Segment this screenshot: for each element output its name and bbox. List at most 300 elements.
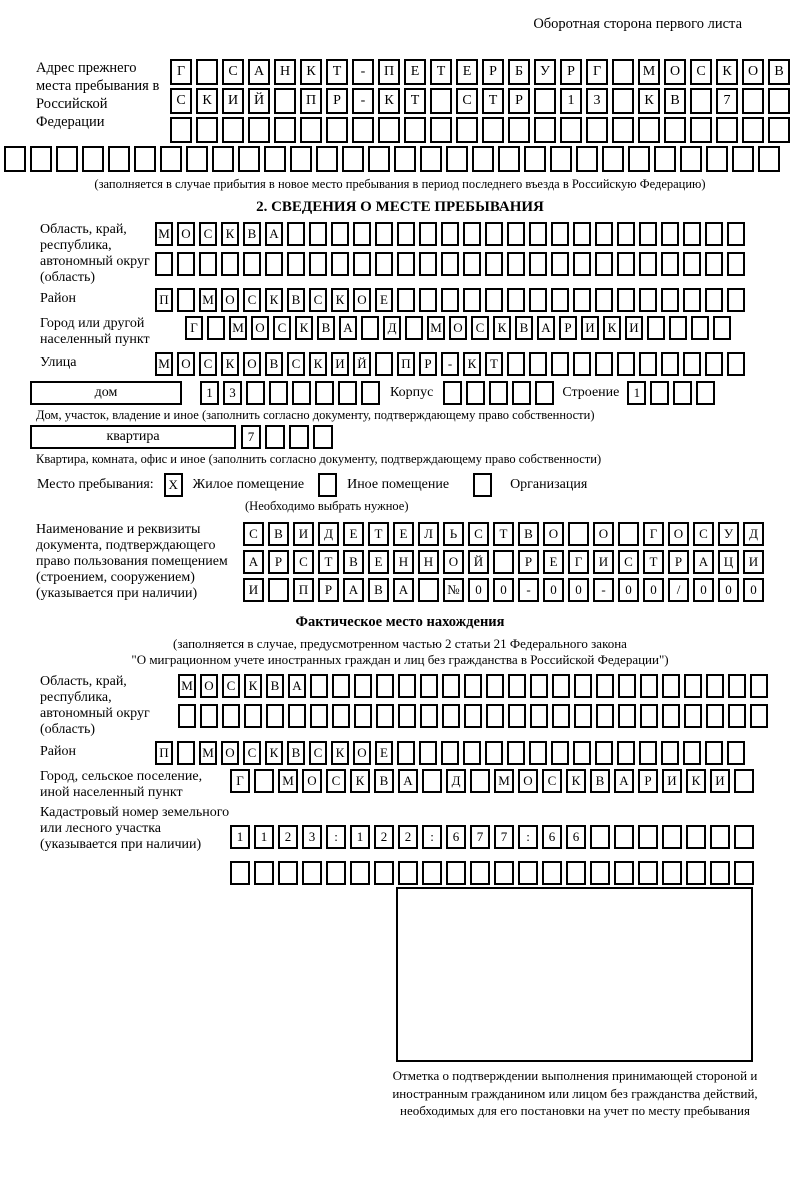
char-cell[interactable] bbox=[654, 146, 676, 172]
char-cell[interactable]: И bbox=[243, 578, 264, 602]
char-cell[interactable] bbox=[612, 88, 634, 114]
char-cell[interactable]: И bbox=[593, 550, 614, 574]
char-cell[interactable] bbox=[266, 704, 284, 728]
char-cell[interactable] bbox=[518, 861, 538, 885]
char-cell[interactable] bbox=[573, 252, 591, 276]
char-cell[interactable] bbox=[350, 861, 370, 885]
char-cell[interactable] bbox=[542, 861, 562, 885]
char-cell[interactable] bbox=[310, 674, 328, 698]
char-cell[interactable] bbox=[529, 222, 547, 246]
char-cell[interactable] bbox=[638, 117, 660, 143]
char-cell[interactable]: 3 bbox=[223, 381, 242, 405]
char-cell[interactable]: Е bbox=[456, 59, 478, 85]
char-cell[interactable] bbox=[683, 222, 701, 246]
char-cell[interactable]: К bbox=[463, 352, 481, 376]
char-cell[interactable] bbox=[705, 288, 723, 312]
char-cell[interactable]: 1 bbox=[560, 88, 582, 114]
char-cell[interactable]: К bbox=[603, 316, 621, 340]
char-cell[interactable] bbox=[466, 381, 485, 405]
char-cell[interactable] bbox=[683, 352, 701, 376]
char-cell[interactable] bbox=[338, 381, 357, 405]
char-cell[interactable] bbox=[768, 117, 790, 143]
char-cell[interactable] bbox=[464, 674, 482, 698]
char-cell[interactable] bbox=[485, 252, 503, 276]
char-cell[interactable]: С bbox=[693, 522, 714, 546]
char-cell[interactable] bbox=[482, 117, 504, 143]
char-cell[interactable] bbox=[134, 146, 156, 172]
char-cell[interactable] bbox=[574, 704, 592, 728]
char-cell[interactable] bbox=[420, 704, 438, 728]
char-cell[interactable] bbox=[614, 861, 634, 885]
char-cell[interactable]: А bbox=[248, 59, 270, 85]
char-cell[interactable] bbox=[331, 252, 349, 276]
char-cell[interactable] bbox=[661, 252, 679, 276]
char-cell[interactable] bbox=[573, 222, 591, 246]
char-cell[interactable] bbox=[498, 146, 520, 172]
char-cell[interactable] bbox=[463, 222, 481, 246]
char-cell[interactable]: 2 bbox=[374, 825, 394, 849]
char-cell[interactable]: Ь bbox=[443, 522, 464, 546]
char-cell[interactable] bbox=[684, 704, 702, 728]
char-cell[interactable] bbox=[309, 252, 327, 276]
char-cell[interactable]: Т bbox=[326, 59, 348, 85]
char-cell[interactable]: У bbox=[718, 522, 739, 546]
char-cell[interactable]: В bbox=[287, 288, 305, 312]
char-cell[interactable]: 0 bbox=[543, 578, 564, 602]
char-cell[interactable]: О bbox=[742, 59, 764, 85]
char-cell[interactable] bbox=[596, 674, 614, 698]
char-cell[interactable] bbox=[196, 59, 218, 85]
char-cell[interactable] bbox=[254, 861, 274, 885]
char-cell[interactable] bbox=[508, 117, 530, 143]
char-cell[interactable]: В bbox=[368, 578, 389, 602]
char-cell[interactable] bbox=[617, 741, 635, 765]
char-cell[interactable]: Д bbox=[446, 769, 466, 793]
char-cell[interactable] bbox=[647, 316, 665, 340]
char-cell[interactable]: Н bbox=[274, 59, 296, 85]
char-cell[interactable] bbox=[269, 381, 288, 405]
char-cell[interactable] bbox=[529, 352, 547, 376]
char-cell[interactable]: Р bbox=[268, 550, 289, 574]
char-cell[interactable] bbox=[750, 704, 768, 728]
char-cell[interactable] bbox=[673, 381, 692, 405]
char-cell[interactable]: С bbox=[243, 288, 261, 312]
char-cell[interactable] bbox=[300, 117, 322, 143]
char-cell[interactable] bbox=[354, 674, 372, 698]
char-cell[interactable]: К bbox=[265, 288, 283, 312]
char-cell[interactable] bbox=[713, 316, 731, 340]
char-cell[interactable] bbox=[244, 704, 262, 728]
char-cell[interactable]: Р bbox=[419, 352, 437, 376]
char-cell[interactable]: Р bbox=[638, 769, 658, 793]
char-cell[interactable]: 7 bbox=[716, 88, 738, 114]
char-cell[interactable]: 6 bbox=[542, 825, 562, 849]
char-cell[interactable] bbox=[332, 704, 350, 728]
char-cell[interactable] bbox=[574, 674, 592, 698]
char-cell[interactable] bbox=[639, 741, 657, 765]
char-cell[interactable]: В bbox=[268, 522, 289, 546]
char-cell[interactable] bbox=[691, 316, 709, 340]
char-cell[interactable]: С bbox=[243, 522, 264, 546]
char-cell[interactable] bbox=[640, 704, 658, 728]
char-cell[interactable]: О bbox=[353, 288, 371, 312]
char-cell[interactable] bbox=[352, 117, 374, 143]
char-cell[interactable] bbox=[376, 674, 394, 698]
char-cell[interactable] bbox=[661, 288, 679, 312]
char-cell[interactable]: Е bbox=[543, 550, 564, 574]
char-cell[interactable] bbox=[309, 222, 327, 246]
char-cell[interactable]: О bbox=[518, 769, 538, 793]
char-cell[interactable] bbox=[734, 769, 754, 793]
char-cell[interactable] bbox=[464, 704, 482, 728]
char-cell[interactable] bbox=[222, 704, 240, 728]
char-cell[interactable]: 0 bbox=[568, 578, 589, 602]
char-cell[interactable]: К bbox=[244, 674, 262, 698]
char-cell[interactable] bbox=[420, 674, 438, 698]
char-cell[interactable]: Г bbox=[643, 522, 664, 546]
char-cell[interactable]: 0 bbox=[468, 578, 489, 602]
char-cell[interactable] bbox=[419, 288, 437, 312]
char-cell[interactable]: 0 bbox=[743, 578, 764, 602]
char-cell[interactable]: М bbox=[278, 769, 298, 793]
char-cell[interactable] bbox=[727, 252, 745, 276]
char-cell[interactable] bbox=[683, 288, 701, 312]
char-cell[interactable] bbox=[590, 861, 610, 885]
char-cell[interactable]: О bbox=[449, 316, 467, 340]
char-cell[interactable] bbox=[552, 704, 570, 728]
char-cell[interactable]: Т bbox=[430, 59, 452, 85]
char-cell[interactable]: Е bbox=[375, 288, 393, 312]
char-cell[interactable]: Е bbox=[404, 59, 426, 85]
char-cell[interactable] bbox=[375, 252, 393, 276]
char-cell[interactable]: К bbox=[378, 88, 400, 114]
char-cell[interactable]: С bbox=[618, 550, 639, 574]
char-cell[interactable]: : bbox=[518, 825, 538, 849]
char-cell[interactable] bbox=[662, 704, 680, 728]
char-cell[interactable] bbox=[331, 222, 349, 246]
char-cell[interactable] bbox=[265, 425, 285, 449]
char-cell[interactable] bbox=[551, 741, 569, 765]
char-cell[interactable] bbox=[200, 704, 218, 728]
char-cell[interactable]: М bbox=[638, 59, 660, 85]
char-cell[interactable] bbox=[662, 674, 680, 698]
char-cell[interactable] bbox=[446, 146, 468, 172]
char-cell[interactable] bbox=[596, 704, 614, 728]
char-cell[interactable]: В bbox=[287, 741, 305, 765]
char-cell[interactable]: М bbox=[178, 674, 196, 698]
char-cell[interactable] bbox=[485, 741, 503, 765]
char-cell[interactable] bbox=[361, 316, 379, 340]
char-cell[interactable]: С bbox=[199, 222, 217, 246]
char-cell[interactable] bbox=[618, 674, 636, 698]
char-cell[interactable] bbox=[422, 769, 442, 793]
char-cell[interactable]: В bbox=[343, 550, 364, 574]
char-cell[interactable] bbox=[376, 704, 394, 728]
char-cell[interactable]: М bbox=[229, 316, 247, 340]
char-cell[interactable] bbox=[470, 769, 490, 793]
char-cell[interactable]: О bbox=[664, 59, 686, 85]
char-cell[interactable] bbox=[529, 288, 547, 312]
char-cell[interactable]: О bbox=[353, 741, 371, 765]
char-cell[interactable]: П bbox=[378, 59, 400, 85]
char-cell[interactable]: О bbox=[243, 352, 261, 376]
char-cell[interactable]: М bbox=[199, 288, 217, 312]
char-cell[interactable]: В bbox=[518, 522, 539, 546]
char-cell[interactable] bbox=[56, 146, 78, 172]
char-cell[interactable] bbox=[442, 704, 460, 728]
char-cell[interactable] bbox=[617, 352, 635, 376]
char-cell[interactable]: И bbox=[293, 522, 314, 546]
checkbox-organizatsiya[interactable] bbox=[473, 473, 492, 497]
char-cell[interactable]: С bbox=[222, 674, 240, 698]
char-cell[interactable]: Й bbox=[353, 352, 371, 376]
char-cell[interactable]: 2 bbox=[278, 825, 298, 849]
char-cell[interactable]: А bbox=[343, 578, 364, 602]
char-cell[interactable] bbox=[430, 117, 452, 143]
char-cell[interactable] bbox=[530, 674, 548, 698]
char-cell[interactable]: К bbox=[716, 59, 738, 85]
char-cell[interactable]: № bbox=[443, 578, 464, 602]
char-cell[interactable] bbox=[422, 861, 442, 885]
char-cell[interactable]: : bbox=[422, 825, 442, 849]
char-cell[interactable]: Й bbox=[468, 550, 489, 574]
char-cell[interactable] bbox=[288, 704, 306, 728]
char-cell[interactable]: Н bbox=[393, 550, 414, 574]
char-cell[interactable] bbox=[684, 674, 702, 698]
char-cell[interactable] bbox=[332, 674, 350, 698]
char-cell[interactable]: Е bbox=[343, 522, 364, 546]
char-cell[interactable]: И bbox=[710, 769, 730, 793]
char-cell[interactable] bbox=[485, 288, 503, 312]
char-cell[interactable] bbox=[705, 222, 723, 246]
char-cell[interactable]: К bbox=[265, 741, 283, 765]
char-cell[interactable]: К bbox=[309, 352, 327, 376]
char-cell[interactable]: И bbox=[743, 550, 764, 574]
char-cell[interactable] bbox=[289, 425, 309, 449]
checkbox-inoe-pomeshchenie[interactable] bbox=[318, 473, 337, 497]
char-cell[interactable]: Р bbox=[508, 88, 530, 114]
char-cell[interactable]: В bbox=[664, 88, 686, 114]
char-cell[interactable]: / bbox=[668, 578, 689, 602]
char-cell[interactable] bbox=[375, 352, 393, 376]
char-cell[interactable]: 0 bbox=[618, 578, 639, 602]
char-cell[interactable] bbox=[354, 704, 372, 728]
char-cell[interactable] bbox=[443, 381, 462, 405]
char-cell[interactable]: С bbox=[456, 88, 478, 114]
char-cell[interactable]: П bbox=[293, 578, 314, 602]
char-cell[interactable] bbox=[628, 146, 650, 172]
char-cell[interactable] bbox=[397, 741, 415, 765]
char-cell[interactable] bbox=[690, 117, 712, 143]
char-cell[interactable] bbox=[661, 741, 679, 765]
char-cell[interactable] bbox=[550, 146, 572, 172]
char-cell[interactable]: К bbox=[196, 88, 218, 114]
char-cell[interactable]: Б bbox=[508, 59, 530, 85]
char-cell[interactable] bbox=[82, 146, 104, 172]
char-cell[interactable] bbox=[186, 146, 208, 172]
char-cell[interactable] bbox=[313, 425, 333, 449]
char-cell[interactable]: С bbox=[471, 316, 489, 340]
char-cell[interactable] bbox=[222, 117, 244, 143]
char-cell[interactable] bbox=[750, 674, 768, 698]
char-cell[interactable] bbox=[508, 704, 526, 728]
char-cell[interactable] bbox=[274, 88, 296, 114]
char-cell[interactable]: Д bbox=[318, 522, 339, 546]
char-cell[interactable]: К bbox=[331, 741, 349, 765]
char-cell[interactable] bbox=[727, 222, 745, 246]
char-cell[interactable] bbox=[398, 861, 418, 885]
char-cell[interactable] bbox=[551, 252, 569, 276]
char-cell[interactable] bbox=[650, 381, 669, 405]
char-cell[interactable]: И bbox=[222, 88, 244, 114]
char-cell[interactable]: С bbox=[309, 741, 327, 765]
char-cell[interactable]: Т bbox=[368, 522, 389, 546]
char-cell[interactable] bbox=[758, 146, 780, 172]
char-cell[interactable]: 0 bbox=[693, 578, 714, 602]
char-cell[interactable]: П bbox=[397, 352, 415, 376]
char-cell[interactable]: А bbox=[537, 316, 555, 340]
char-cell[interactable]: О bbox=[251, 316, 269, 340]
char-cell[interactable]: М bbox=[155, 352, 173, 376]
char-cell[interactable]: 0 bbox=[493, 578, 514, 602]
char-cell[interactable] bbox=[207, 316, 225, 340]
char-cell[interactable]: А bbox=[393, 578, 414, 602]
char-cell[interactable] bbox=[614, 825, 634, 849]
char-cell[interactable]: Ц bbox=[718, 550, 739, 574]
char-cell[interactable] bbox=[768, 88, 790, 114]
char-cell[interactable] bbox=[732, 146, 754, 172]
char-cell[interactable] bbox=[508, 674, 526, 698]
char-cell[interactable] bbox=[155, 252, 173, 276]
char-cell[interactable]: Р bbox=[559, 316, 577, 340]
char-cell[interactable]: В bbox=[374, 769, 394, 793]
char-cell[interactable]: - bbox=[352, 59, 374, 85]
char-cell[interactable] bbox=[552, 674, 570, 698]
char-cell[interactable] bbox=[470, 861, 490, 885]
char-cell[interactable]: А bbox=[339, 316, 357, 340]
char-cell[interactable]: 7 bbox=[470, 825, 490, 849]
char-cell[interactable]: Н bbox=[418, 550, 439, 574]
char-cell[interactable]: 3 bbox=[302, 825, 322, 849]
char-cell[interactable]: К bbox=[295, 316, 313, 340]
char-cell[interactable] bbox=[486, 704, 504, 728]
char-cell[interactable] bbox=[230, 861, 250, 885]
char-cell[interactable]: Г bbox=[185, 316, 203, 340]
char-cell[interactable] bbox=[361, 381, 380, 405]
char-cell[interactable] bbox=[716, 117, 738, 143]
char-cell[interactable] bbox=[472, 146, 494, 172]
char-cell[interactable] bbox=[576, 146, 598, 172]
char-cell[interactable] bbox=[534, 117, 556, 143]
char-cell[interactable] bbox=[638, 825, 658, 849]
char-cell[interactable]: - bbox=[518, 578, 539, 602]
char-cell[interactable] bbox=[640, 674, 658, 698]
char-cell[interactable] bbox=[430, 88, 452, 114]
char-cell[interactable]: О bbox=[668, 522, 689, 546]
char-cell[interactable] bbox=[489, 381, 508, 405]
char-cell[interactable] bbox=[706, 674, 724, 698]
char-cell[interactable] bbox=[612, 59, 634, 85]
char-cell[interactable]: : bbox=[326, 825, 346, 849]
char-cell[interactable] bbox=[680, 146, 702, 172]
char-cell[interactable]: А bbox=[265, 222, 283, 246]
char-cell[interactable]: 0 bbox=[643, 578, 664, 602]
char-cell[interactable] bbox=[441, 288, 459, 312]
char-cell[interactable] bbox=[199, 252, 217, 276]
char-cell[interactable]: Р bbox=[318, 578, 339, 602]
char-cell[interactable]: - bbox=[352, 88, 374, 114]
char-cell[interactable] bbox=[727, 288, 745, 312]
char-cell[interactable]: Г bbox=[170, 59, 192, 85]
char-cell[interactable] bbox=[442, 674, 460, 698]
char-cell[interactable] bbox=[742, 117, 764, 143]
char-cell[interactable] bbox=[238, 146, 260, 172]
char-cell[interactable] bbox=[268, 578, 289, 602]
char-cell[interactable] bbox=[595, 222, 613, 246]
char-cell[interactable] bbox=[485, 222, 503, 246]
char-cell[interactable]: О bbox=[221, 741, 239, 765]
char-cell[interactable] bbox=[419, 741, 437, 765]
char-cell[interactable]: В bbox=[265, 352, 283, 376]
char-cell[interactable]: 3 bbox=[586, 88, 608, 114]
char-cell[interactable]: 1 bbox=[200, 381, 219, 405]
char-cell[interactable]: О bbox=[221, 288, 239, 312]
char-cell[interactable]: Е bbox=[368, 550, 389, 574]
char-cell[interactable] bbox=[710, 825, 730, 849]
char-cell[interactable] bbox=[326, 861, 346, 885]
char-cell[interactable]: К bbox=[686, 769, 706, 793]
char-cell[interactable] bbox=[254, 769, 274, 793]
char-cell[interactable] bbox=[310, 704, 328, 728]
char-cell[interactable] bbox=[302, 861, 322, 885]
char-cell[interactable] bbox=[639, 288, 657, 312]
char-cell[interactable] bbox=[315, 381, 334, 405]
char-cell[interactable]: М bbox=[427, 316, 445, 340]
char-cell[interactable] bbox=[742, 88, 764, 114]
char-cell[interactable] bbox=[639, 352, 657, 376]
char-cell[interactable]: С bbox=[222, 59, 244, 85]
char-cell[interactable] bbox=[326, 117, 348, 143]
char-cell[interactable] bbox=[706, 146, 728, 172]
char-cell[interactable]: Т bbox=[485, 352, 503, 376]
char-cell[interactable] bbox=[683, 252, 701, 276]
char-cell[interactable] bbox=[398, 704, 416, 728]
char-cell[interactable] bbox=[419, 252, 437, 276]
char-cell[interactable]: Т bbox=[482, 88, 504, 114]
char-cell[interactable] bbox=[456, 117, 478, 143]
char-cell[interactable] bbox=[512, 381, 531, 405]
char-cell[interactable]: О bbox=[593, 522, 614, 546]
char-cell[interactable] bbox=[534, 88, 556, 114]
char-cell[interactable] bbox=[441, 222, 459, 246]
char-cell[interactable] bbox=[420, 146, 442, 172]
char-cell[interactable]: Д bbox=[743, 522, 764, 546]
checkbox-zhiloe-pomeshchenie[interactable]: X bbox=[164, 473, 183, 497]
char-cell[interactable]: Т bbox=[318, 550, 339, 574]
char-cell[interactable]: К bbox=[350, 769, 370, 793]
char-cell[interactable] bbox=[486, 674, 504, 698]
char-cell[interactable] bbox=[661, 222, 679, 246]
char-cell[interactable]: К bbox=[566, 769, 586, 793]
char-cell[interactable] bbox=[177, 741, 195, 765]
char-cell[interactable] bbox=[394, 146, 416, 172]
char-cell[interactable] bbox=[734, 861, 754, 885]
char-cell[interactable] bbox=[446, 861, 466, 885]
char-cell[interactable] bbox=[639, 222, 657, 246]
char-cell[interactable] bbox=[551, 288, 569, 312]
char-cell[interactable]: С bbox=[326, 769, 346, 793]
char-cell[interactable] bbox=[287, 222, 305, 246]
